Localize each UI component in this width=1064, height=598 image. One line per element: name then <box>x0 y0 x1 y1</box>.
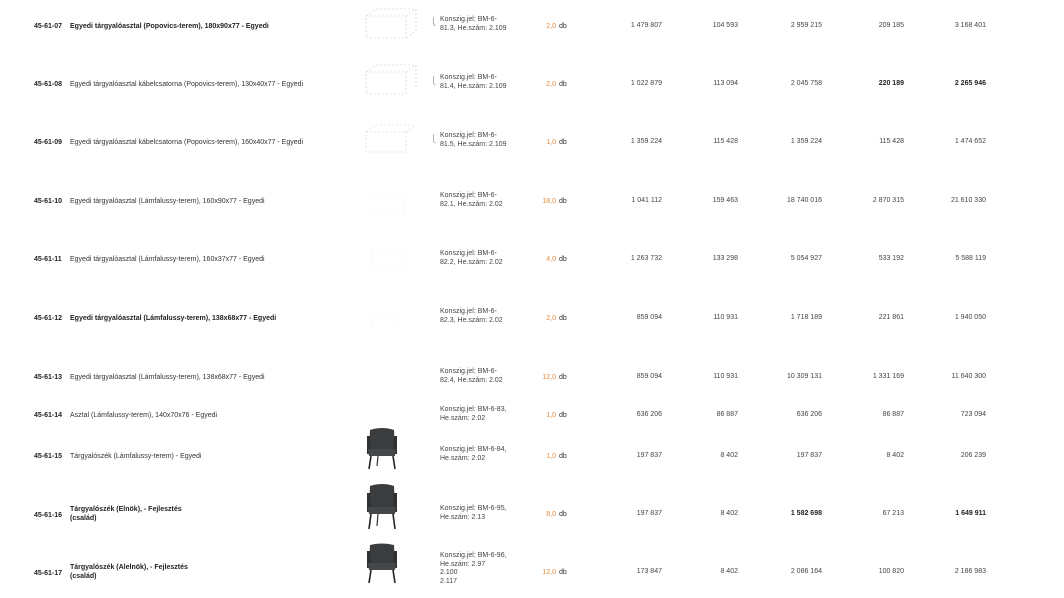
item-code: 45-61-17 <box>34 570 63 577</box>
total-material: 197 837 <box>796 452 822 459</box>
reference-cell <box>440 406 530 423</box>
item-name: Tárgyalószék (Lámfalussy-terem) - Egyedi <box>70 453 202 460</box>
unit: db <box>559 315 567 322</box>
quantity: 8,0 <box>546 511 556 518</box>
unit-price-labor: 113 094 <box>713 80 738 87</box>
quantity: 4,0 <box>546 256 556 263</box>
item-code: 45-61-13 <box>34 374 63 381</box>
unit: db <box>559 511 567 518</box>
unit-price-labor: 8 402 <box>720 452 738 459</box>
quantity: 18,0 <box>542 198 556 205</box>
total-material: 2 045 758 <box>790 80 822 87</box>
item-name-line: (család) <box>70 515 97 522</box>
reference-cell <box>440 132 530 149</box>
reference-cell <box>440 552 530 586</box>
total-material: 2 086 164 <box>790 568 822 575</box>
item-name: Egyedi tárgyalóasztal (Lámfalussy-terem), 138x68x77 - Egyedi <box>70 315 277 322</box>
ref-line: 82.4, He.szám: 2.02 <box>440 376 503 384</box>
unit-price-material: 1 479 807 <box>630 22 662 29</box>
unit-price-material: 197 837 <box>636 452 662 459</box>
item-name: Egyedi tárgyalóasztal (Lámfalussy-terem), 138x68x77 - Egyedi <box>70 374 265 381</box>
unit-price-labor: 110 931 <box>713 373 738 380</box>
ref-line: 2.117 <box>440 577 457 585</box>
unit-price-labor: 8 402 <box>720 510 738 517</box>
unit-price-material: 636 206 <box>636 411 662 418</box>
ref-line: 82.2, He.szám: 2.02 <box>440 258 503 266</box>
ref-line: Konszig.jel: BM-6- <box>440 74 497 81</box>
grand-total: 5 588 119 <box>955 255 986 262</box>
total-labor: 86 887 <box>882 411 904 418</box>
item-code: 45-61-12 <box>34 315 63 322</box>
ref-line: Konszig.jel: BM-6- <box>440 132 497 139</box>
table-sketch-image <box>358 4 420 52</box>
unit-price-labor: 86 887 <box>716 411 738 418</box>
total-labor: 8 402 <box>886 452 904 459</box>
quantity: 2,0 <box>546 315 556 322</box>
item-name-line: Tárgyalószék (Elnök), - Fejlesztés <box>70 506 182 513</box>
total-labor: 100 820 <box>878 568 904 575</box>
total-material: 10 309 131 <box>786 373 822 380</box>
reference-cell <box>440 192 530 209</box>
grand-total: 2 186 983 <box>954 568 986 575</box>
table-sketch-image <box>358 180 420 228</box>
total-labor: 1 331 169 <box>872 373 904 380</box>
table-sketch-image <box>358 118 420 166</box>
ref-line: He.szám: 2.02 <box>440 454 486 462</box>
item-code: 45-61-11 <box>34 256 62 263</box>
unit: db <box>559 412 567 419</box>
ref-line: He.szám: 2.02 <box>440 414 486 422</box>
ref-line: Konszig.jel: BM-6- <box>440 250 497 257</box>
item-code: 45-61-07 <box>34 23 63 30</box>
total-material: 1 359 224 <box>790 138 822 145</box>
item-name: Egyedi tárgyalóasztal kábelcsatorna (Popovics-terem), 130x40x77 - Egyedi <box>70 81 304 88</box>
unit: db <box>559 81 567 88</box>
unit: db <box>559 139 567 146</box>
reference-cell <box>440 308 530 325</box>
unit-price-material: 1 359 224 <box>630 138 662 145</box>
reference-cell <box>440 505 530 522</box>
total-labor: 221 861 <box>878 314 904 321</box>
ref-line: Konszig.jel: BM-6-84, <box>440 446 507 453</box>
grand-total: 723 094 <box>960 411 986 418</box>
ref-line: 81.4, He.szám: 2.109 <box>440 82 507 90</box>
total-labor: 115 428 <box>879 138 904 145</box>
unit-price-material: 859 094 <box>636 314 662 321</box>
grand-total: 21 610 330 <box>950 197 986 204</box>
ref-line: 2.100 <box>440 569 458 576</box>
unit: db <box>559 374 567 381</box>
quantity: 12,0 <box>542 374 556 381</box>
total-labor: 67 213 <box>882 510 904 517</box>
grand-total: 206 239 <box>960 452 986 459</box>
total-material: 1 718 189 <box>790 314 822 321</box>
quantity: 2,0 <box>546 23 556 30</box>
chair-image <box>362 426 402 470</box>
ref-line: Konszig.jel: BM-6- <box>440 192 497 199</box>
chair-image <box>362 482 402 530</box>
unit-price-labor: 133 298 <box>712 255 738 262</box>
unit-price-material: 859 094 <box>636 373 662 380</box>
item-code: 45-61-10 <box>34 198 63 205</box>
item-name: Asztal (Lámfalussy-terem), 140x70x76 - Egyedi <box>70 412 218 419</box>
bracket-mark: ⎩ <box>431 136 437 143</box>
item-code: 45-61-14 <box>34 412 63 419</box>
unit-price-labor: 115 428 <box>713 138 738 145</box>
ref-line: He.szám: 2.13 <box>440 513 486 521</box>
ref-line: Konszig.jel: BM-6-96, <box>440 552 507 559</box>
grand-total: 11 640 300 <box>951 373 986 380</box>
item-name: Egyedi tárgyalóasztal (Popovics-terem), 180x90x77 - Egyedi <box>70 23 269 30</box>
item-code: 45-61-08 <box>34 81 63 88</box>
bracket-mark: ⎩ <box>431 78 437 85</box>
item-name: Egyedi tárgyalóasztal (Lámfalussy-terem), 160x37x77 - Egyedi <box>70 256 265 263</box>
reference-cell <box>440 16 530 33</box>
ref-line: 82.1, He.szám: 2.02 <box>440 200 503 208</box>
total-material: 1 582 698 <box>790 510 822 517</box>
unit: db <box>559 256 567 263</box>
reference-cell <box>440 368 530 385</box>
unit-price-labor: 8 402 <box>720 568 738 575</box>
unit-price-labor: 110 931 <box>713 314 738 321</box>
ref-line: Konszig.jel: BM-6-83, <box>440 406 507 413</box>
table-sketch-image <box>358 60 420 108</box>
grand-total: 1 649 911 <box>955 510 986 517</box>
quantity: 1,0 <box>546 412 556 419</box>
ref-line: He.szám: 2.97 <box>440 560 486 568</box>
ref-line: 81.3, He.szám: 2.109 <box>440 24 507 32</box>
grand-total: 1 940 050 <box>954 314 986 321</box>
table-sketch-image <box>358 298 420 346</box>
quantity: 2,0 <box>546 81 556 88</box>
grand-total: 1 474 652 <box>954 138 986 145</box>
item-code: 45-61-15 <box>34 453 63 460</box>
unit: db <box>559 23 567 30</box>
item-name <box>70 563 220 581</box>
ref-line: 81.5, He.szám: 2.109 <box>440 140 507 148</box>
unit-price-material: 1 263 732 <box>630 255 662 262</box>
grand-total: 2 265 946 <box>954 80 986 87</box>
ref-line: Konszig.jel: BM-6- <box>440 368 497 375</box>
ref-line: Konszig.jel: BM-6- <box>440 308 497 315</box>
item-name-line: Tárgyalószék (Alelnök), - Fejlesztés <box>70 564 188 571</box>
unit-price-labor: 104 593 <box>712 22 738 29</box>
quantity: 1,0 <box>546 139 556 146</box>
total-material: 2 959 215 <box>790 22 822 29</box>
unit: db <box>559 198 567 205</box>
ref-line: Konszig.jel: BM-6- <box>440 16 497 23</box>
total-material: 18 740 016 <box>786 197 822 204</box>
bracket-mark: ⎩ <box>431 19 437 26</box>
reference-cell <box>440 74 530 91</box>
unit-price-labor: 159 463 <box>712 197 738 204</box>
quantity: 12,0 <box>542 569 556 576</box>
unit-price-material: 1 041 112 <box>631 197 662 204</box>
item-code: 45-61-16 <box>34 512 63 519</box>
ref-line: 82.3, He.szám: 2.02 <box>440 316 503 324</box>
grand-total: 3 168 401 <box>954 22 986 29</box>
item-code: 45-61-09 <box>34 139 63 146</box>
reference-cell <box>440 250 530 267</box>
unit-price-material: 1 022 879 <box>630 80 662 87</box>
total-material: 636 206 <box>796 411 822 418</box>
quantity: 1,0 <box>546 453 556 460</box>
item-name: Egyedi tárgyalóasztal (Lámfalussy-terem), 160x90x77 - Egyedi <box>70 198 265 205</box>
total-labor: 220 189 <box>878 80 904 87</box>
total-labor: 2 870 315 <box>872 197 904 204</box>
ref-line: Konszig.jel: BM-6-95, <box>440 505 507 512</box>
unit-price-material: 197 837 <box>636 510 662 517</box>
chair-image <box>362 542 402 584</box>
table-sketch-image <box>358 238 420 286</box>
unit: db <box>559 453 567 460</box>
reference-cell <box>440 446 530 463</box>
item-name: Egyedi tárgyalóasztal kábelcsatorna (Popovics-terem), 160x40x77 - Egyedi <box>70 139 304 146</box>
total-labor: 533 192 <box>878 255 904 262</box>
total-material: 5 054 927 <box>790 255 822 262</box>
item-name-line: (család) <box>70 573 97 580</box>
unit-price-material: 173 847 <box>636 568 662 575</box>
total-labor: 209 185 <box>878 22 904 29</box>
unit: db <box>559 569 567 576</box>
item-name <box>70 505 220 523</box>
